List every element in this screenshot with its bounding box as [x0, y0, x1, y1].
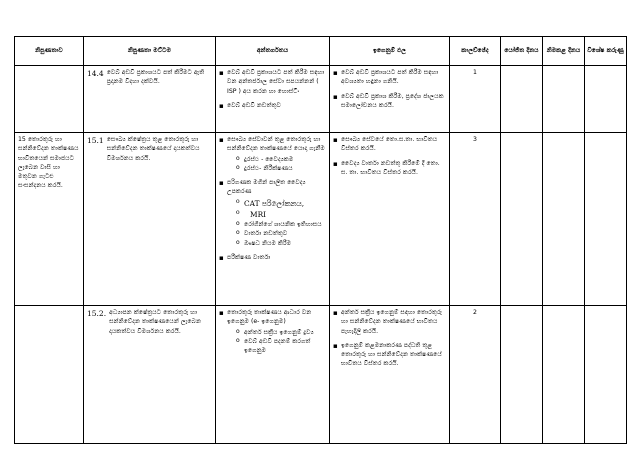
- outcome-item: ▪ අන්තර් සක්‍රීය ඉගෙනුම් සඳහා තොරතුරු හා සන්නිවේදන තාක්ෂණයේ භාවිතය පැහැදිලි කරයි.: [333, 308, 446, 336]
- content-cell: [216, 306, 330, 444]
- outcome-item: ▪ ඉගෙනුම් කළමනාකරණ පද්ධති තුළ තොරතුරු හා සන්නිවේදන තාක්ෂණයේ භාවිතය විස්තර කරයි.: [333, 341, 446, 369]
- content-cell: [216, 133, 330, 306]
- header-proposed-date: යෝජිත දිනය: [501, 37, 543, 66]
- competency-level-cell: [84, 306, 216, 444]
- header-special-notes: විශේෂ කරුණු: [585, 37, 627, 66]
- completed-date-cell: [543, 306, 585, 444]
- competency-cell: [15, 306, 84, 444]
- completed-date-cell: [543, 133, 585, 306]
- periods-cell: 1: [450, 66, 501, 133]
- outcome-item: ▪ වෙබ් අඩවි ප්‍රකාශ කිරීම, ප්‍රදේශ ජාලයක සමාලෝචනය කරයි.: [333, 92, 446, 111]
- periods-cell: 2: [450, 306, 501, 444]
- table-row: [15, 66, 627, 133]
- competency-cell: [15, 66, 84, 133]
- lesson-plan-table: [14, 36, 627, 444]
- completed-date-cell: [543, 66, 585, 133]
- header-competency-level: නිපුණතා මට්ටම: [84, 37, 216, 66]
- content-item: [219, 135, 326, 173]
- content-item-text: සෞඛ්‍ය සේවාවන් තුළ තොරතුරු හා සන්නිවේදන තාක්ෂණයේ යොදා ගැනීම: [227, 136, 325, 153]
- content-item: ▪ වෙබ් අඩවි ප්‍රකාශයට පත් කිරීම සඳහා වන අන්තර්ජාල සේවා සපයන්නන් ( ISP ) අය කරන හා හොස්ටිං: [219, 68, 326, 96]
- content-subitem: o දුරස්ථ - වෛද්‍යකම: [236, 155, 326, 164]
- content-subitem: o CAT පරිලෝකනය,: [236, 198, 326, 209]
- level-number: 15.2.: [87, 309, 107, 318]
- content-item-text: පරිගණක මගින් පාලිත වෛද්‍ය උපකරණ: [227, 179, 306, 196]
- header-periods: කාලච්ඡේද: [450, 37, 501, 66]
- header-completed-date: නිමකළ දිනය: [543, 37, 585, 66]
- special-notes-cell: [585, 133, 627, 306]
- outcomes-cell: [330, 66, 450, 133]
- content-item: [219, 308, 326, 355]
- level-number: 14.4: [87, 69, 104, 78]
- header-learning-outcomes: ඉගෙනුම් ඵල: [330, 37, 450, 66]
- special-notes-cell: [585, 66, 627, 133]
- competency-text: 15 තොරතුරු හා සන්නිවේදන තාක්ෂණය භාවිතයෙන් සමාජයට ලැබෙන වාසි හා මතුවන ගැටළු සංසන්දනය කරයි.: [18, 136, 79, 190]
- proposed-date-cell: [501, 306, 543, 444]
- proposed-date-cell: [501, 66, 543, 133]
- content-subitem: o MRI: [236, 209, 326, 220]
- content-item-text: තොරතුරු තාක්ෂණය ආධාර වන ඉගෙනුම (e- ඉගෙනුම): [227, 309, 312, 326]
- periods-cell: 3: [450, 133, 501, 306]
- header-row: [15, 37, 627, 66]
- outcome-item: ▪ වෛද්‍ය වාර්තා නඩත්තු කිරීමේ දී තො. ස. තා. භාවිතය විස්තර කරයි.: [333, 159, 446, 178]
- content-item: ▪ පරීක්ෂණ වාර්තා: [219, 253, 326, 262]
- header-content: අන්තර්ගතය: [216, 37, 330, 66]
- level-text: වෙබ් අඩවි ප්‍රකාශයට පත් කිරීමට ඇති ප්‍රදානම විදහා දක්වයි.: [106, 69, 205, 86]
- content-item: ▪ වෙබ් අඩවි නඩත්තුව: [219, 101, 326, 110]
- outcome-item: ▪ සෞඛ්‍ය සේවයේ තො.ස.තා. භාවිතය විස්තර කරයි.: [333, 135, 446, 154]
- content-subitem: o ඖෂධ නියම කිරීම: [236, 239, 326, 248]
- proposed-date-cell: [501, 133, 543, 306]
- content-subitem: o රෝගීන්ගේ ශායනික ඉතිහාසය: [236, 220, 326, 229]
- level-number: 15.1: [87, 136, 104, 145]
- content-subitem: o වාර්තා නඩත්තුව: [236, 229, 326, 238]
- competency-level-cell: [84, 133, 216, 306]
- content-item: [219, 178, 326, 248]
- outcomes-cell: [330, 133, 450, 306]
- special-notes-cell: [585, 306, 627, 444]
- table-row: [15, 306, 627, 444]
- competency-level-cell: [84, 66, 216, 133]
- content-subitem: o අන්තර් සක්‍රීය ඉගෙනුම් ද්‍රව්‍ය: [236, 328, 326, 337]
- content-subitem: o දුරස්ථ- නිරීක්ෂණය: [236, 164, 326, 173]
- outcomes-cell: [330, 306, 450, 444]
- table-row: [15, 133, 627, 306]
- content-subitem: o වෙබ් අඩවි පදනම් කරගත් ඉගෙනුම: [236, 337, 326, 356]
- content-cell: [216, 66, 330, 133]
- competency-cell: [15, 133, 84, 306]
- outcome-item: ▪ වෙබ් අඩවි ප්‍රකාශයට පත් කිරීම සඳහා අවශ්‍යතා හඳුනා ගනියි.: [333, 68, 446, 87]
- level-text: සෞඛ්‍ය ක්ෂේත්‍රය තුළ තොරතුරු හා සන්නිවේදන තාක්ෂණයේ දායකත්වය විමර්ශනය කරයි.: [106, 136, 200, 162]
- level-text: අධ්‍යාපන ක්ෂේත්‍රයට තොරතුරු හා සන්නිවේදන තාක්ෂණයෙන් ලැබෙන දායකත්වය විමර්ශනය කරයි.: [109, 309, 201, 335]
- header-competency: නිපුණතාව: [15, 37, 84, 66]
